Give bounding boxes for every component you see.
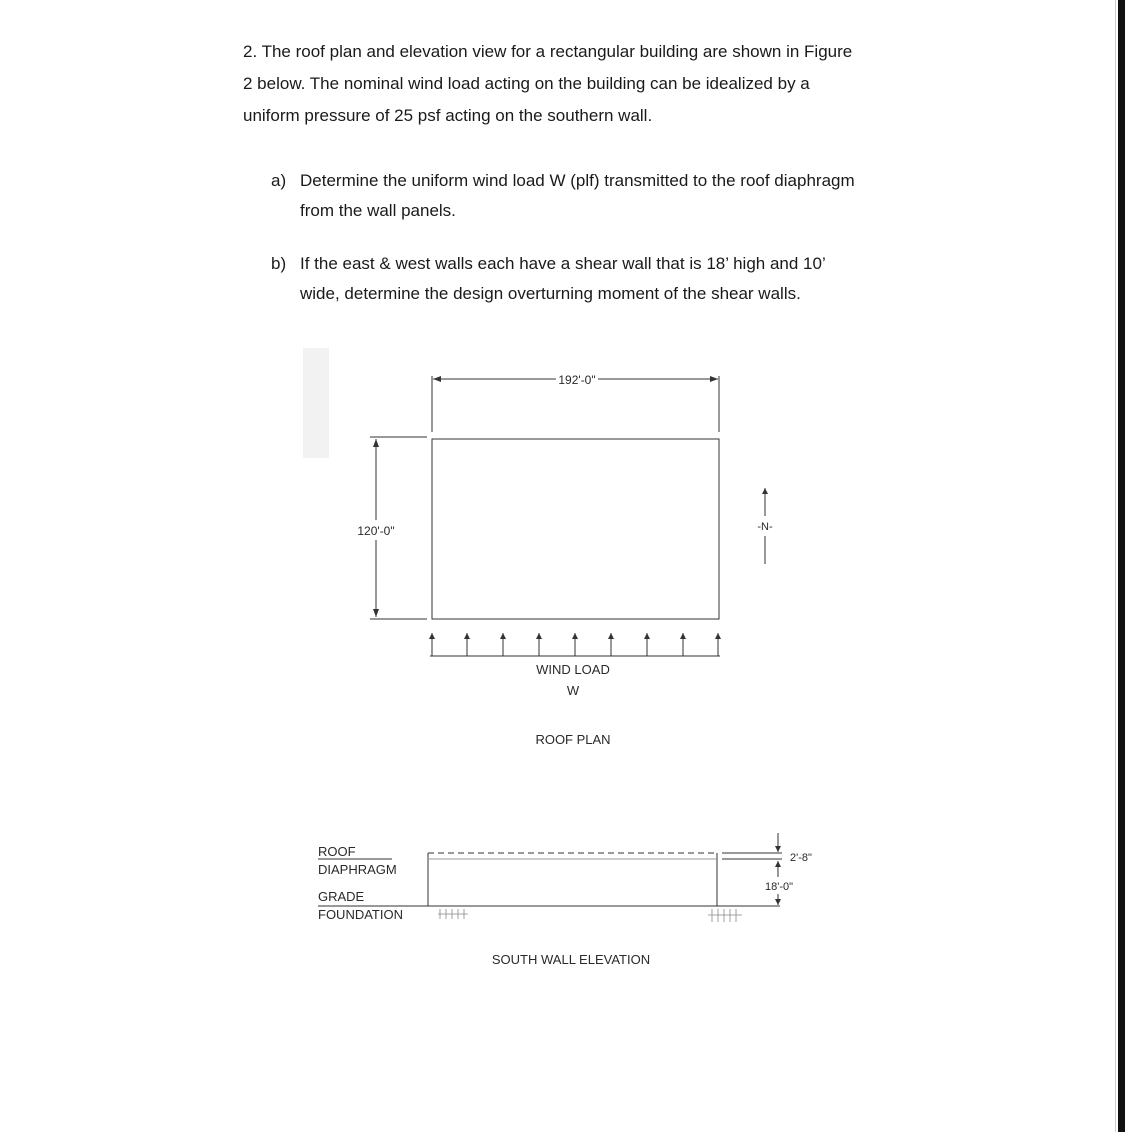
width-dimension: 192'-0"	[558, 373, 596, 387]
grade-label: GRADE	[318, 889, 365, 904]
foundation-label: FOUNDATION	[318, 907, 403, 922]
north-arrow-label: -N-	[757, 521, 773, 533]
roof-label: ROOF	[318, 844, 356, 859]
part-b-text: If the east & west walls each have a shear wall that is 18’ high and 10’ wide, determine the design overturning moment of the shear walls.	[300, 254, 826, 303]
part-b-label: b)	[271, 254, 287, 273]
building-outline	[432, 439, 719, 619]
diaphragm-label: DIAPHRAGM	[318, 862, 397, 877]
scan-smudge	[303, 348, 329, 458]
roof-plan-caption: ROOF PLAN	[535, 732, 611, 747]
part-a-text: Determine the uniform wind load W (plf) transmitted to the roof diaphragm from the wall panels.	[300, 171, 855, 220]
foundation-hatch-right	[708, 909, 742, 922]
elevation-caption: SOUTH WALL ELEVATION	[491, 952, 651, 967]
height-dimension: 18'-0"	[764, 881, 794, 893]
wind-load-arrows	[432, 633, 718, 656]
wind-load-symbol: W	[566, 683, 580, 698]
part-a-label: a)	[271, 171, 287, 190]
depth-dimension: 120'-0"	[357, 524, 395, 538]
foundation-hatch-left	[438, 909, 468, 919]
parapet-dimension: 2'-8"	[790, 852, 812, 864]
problem-statement: 2. The roof plan and elevation view for a rectangular building are shown in Figure 2 below. The nominal wind load acting on the building can be idealized by a uniform pressure of 25 psf acting on the southern wall.	[243, 42, 853, 125]
roof-plan	[370, 376, 765, 656]
wind-load-label: WIND LOAD	[536, 662, 610, 677]
